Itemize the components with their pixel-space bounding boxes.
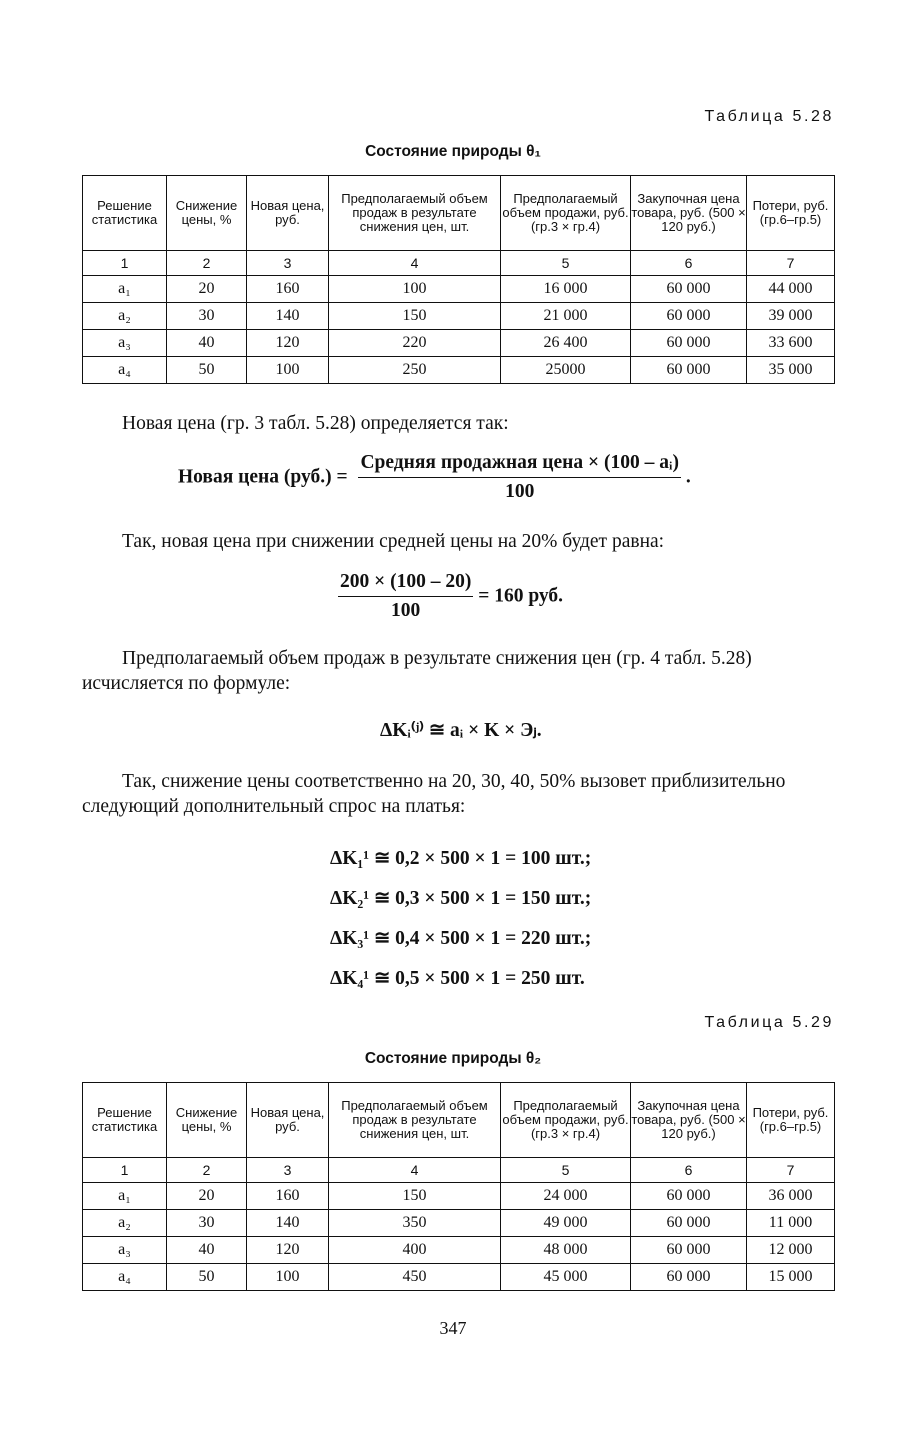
table-cell: 12 000 [747, 1237, 835, 1264]
fraction [358, 452, 681, 503]
table1-header: Решение статистика [83, 176, 167, 251]
table-cell: 49 000 [501, 1210, 631, 1237]
table2-colnum: 1 [83, 1158, 167, 1183]
table-row [83, 330, 835, 357]
table-cell: 30 [167, 303, 247, 330]
table-cell: a₄ [83, 1264, 167, 1291]
table-cell: 60 000 [631, 276, 747, 303]
table1-colnum: 4 [329, 251, 501, 276]
table-cell: 39 000 [747, 303, 835, 330]
table-cell: 33 600 [747, 330, 835, 357]
table1-header: Потери, руб. (гр.6–гр.5) [747, 176, 835, 251]
table1-colnum: 6 [631, 251, 747, 276]
table-cell: 60 000 [631, 1183, 747, 1210]
paragraph: Так, снижение цены соответственно на 20, 30, 40, 50% вызовет приблизительно следующий дополнительный спрос на платья: [82, 771, 786, 817]
table-cell: 100 [329, 276, 501, 303]
table-row [83, 276, 835, 303]
table-cell: 450 [329, 1264, 501, 1291]
table-cell: 20 [167, 1183, 247, 1210]
table-cell: a₁ [83, 1183, 167, 1210]
table2-header: Решение статистика [83, 1083, 167, 1158]
table-cell: a₃ [83, 330, 167, 357]
table1-header: Предполагаемый объем продаж в результате снижения цен, шт. [329, 176, 501, 251]
table1-subtitle: Состояние природы θ₁ [365, 143, 541, 160]
paragraph: Так, новая цена при снижении средней цены на 20% будет равна: [122, 531, 665, 552]
table-cell: 60 000 [631, 1237, 747, 1264]
table2-colnum: 4 [329, 1158, 501, 1183]
table-cell: a₂ [83, 1210, 167, 1237]
formula-example [338, 571, 638, 631]
formula-new-price [178, 452, 778, 512]
table-cell: 48 000 [501, 1237, 631, 1264]
table-row [83, 1210, 835, 1237]
table-cell: 20 [167, 276, 247, 303]
table2-caption: Таблица 5.29 [704, 1014, 834, 1031]
table-cell: 16 000 [501, 276, 631, 303]
table-cell: 30 [167, 1210, 247, 1237]
table-cell: a₃ [83, 1237, 167, 1264]
table-cell: 220 [329, 330, 501, 357]
formula-lhs: Новая цена (руб.) = [178, 466, 348, 488]
table-cell: 120 [247, 330, 329, 357]
table-cell: 400 [329, 1237, 501, 1264]
fraction-numerator: Средняя продажная цена × (100 – aᵢ) [358, 452, 681, 478]
table-cell: a₂ [83, 303, 167, 330]
table2-header: Предполагаемый объем продажи, руб. (гр.3 × гр.4) [501, 1083, 631, 1158]
table-cell: 60 000 [631, 1264, 747, 1291]
table2-colnum: 6 [631, 1158, 747, 1183]
formula-rhs: = 160 руб. [478, 585, 564, 607]
table-cell: 250 [329, 357, 501, 384]
table1-header: Предполагаемый объем продажи, руб. (гр.3 × гр.4) [501, 176, 631, 251]
table1-header: Закупочная цена товара, руб. (500 × 120 руб.) [631, 176, 747, 251]
table2-header: Предполагаемый объем продаж в результате снижения цен, шт. [329, 1083, 501, 1158]
table-cell: 60 000 [631, 303, 747, 330]
table2-header: Закупочная цена товара, руб. (500 × 120 руб.) [631, 1083, 747, 1158]
paragraph: Новая цена (гр. 3 табл. 5.28) определяется так: [122, 413, 509, 434]
table1-header: Снижение цены, % [167, 176, 247, 251]
table-row [83, 1183, 835, 1210]
formula-tail: . [685, 466, 691, 488]
table-cell: a₄ [83, 357, 167, 384]
table2-colnum: 2 [167, 1158, 247, 1183]
equation-line: ΔK₁¹ ≅ 0,2 × 500 × 1 = 100 шт.; [330, 848, 592, 869]
table1-caption: Таблица 5.28 [704, 108, 834, 125]
formula-demand: ΔKᵢ⁽ʲ⁾ ≅ aᵢ × K × Эⱼ. [380, 720, 542, 741]
table2-colnum: 7 [747, 1158, 835, 1183]
table-cell: 35 000 [747, 357, 835, 384]
equation-line: ΔK₃¹ ≅ 0,4 × 500 × 1 = 220 шт.; [330, 928, 592, 949]
table-cell: 50 [167, 1264, 247, 1291]
table-cell: 100 [247, 1264, 329, 1291]
table2-colnum-row [83, 1158, 835, 1183]
table-cell: 50 [167, 357, 247, 384]
table-cell: 150 [329, 1183, 501, 1210]
table-cell: 120 [247, 1237, 329, 1264]
table-cell: 40 [167, 330, 247, 357]
table1-header-row [83, 176, 835, 251]
table2 [82, 1082, 835, 1291]
table1-colnum: 3 [247, 251, 329, 276]
table1-colnum: 2 [167, 251, 247, 276]
table-row [83, 303, 835, 330]
table-cell: 160 [247, 1183, 329, 1210]
table-row [83, 357, 835, 384]
fraction-numerator: 200 × (100 – 20) [338, 571, 473, 597]
table-cell: 60 000 [631, 357, 747, 384]
table-row [83, 1237, 835, 1264]
paragraph: Предполагаемый объем продаж в результате снижения цен (гр. 4 табл. 5.28) исчисляется по формуле: [82, 648, 752, 694]
table-cell: 25000 [501, 357, 631, 384]
equation-line: ΔK₂¹ ≅ 0,3 × 500 × 1 = 150 шт.; [330, 888, 592, 909]
fraction-denominator: 100 [391, 600, 421, 621]
table1-colnum-row [83, 251, 835, 276]
table2-header: Снижение цены, % [167, 1083, 247, 1158]
table1-colnum: 5 [501, 251, 631, 276]
table2-header: Потери, руб. (гр.6–гр.5) [747, 1083, 835, 1158]
fraction-denominator: 100 [505, 481, 535, 502]
table-cell: 100 [247, 357, 329, 384]
table-cell: 40 [167, 1237, 247, 1264]
table-cell: 44 000 [747, 276, 835, 303]
table2-colnum: 5 [501, 1158, 631, 1183]
table1-colnum: 1 [83, 251, 167, 276]
table-cell: 140 [247, 1210, 329, 1237]
table-cell: a₁ [83, 276, 167, 303]
table-cell: 60 000 [631, 330, 747, 357]
table-cell: 36 000 [747, 1183, 835, 1210]
table-cell: 21 000 [501, 303, 631, 330]
table2-subtitle: Состояние природы θ₂ [364, 1050, 542, 1067]
table1 [82, 175, 835, 384]
table-row [83, 1264, 835, 1291]
table-cell: 45 000 [501, 1264, 631, 1291]
table-cell: 15 000 [747, 1264, 835, 1291]
page-number: 347 [439, 1318, 467, 1338]
table1-colnum: 7 [747, 251, 835, 276]
table-cell: 150 [329, 303, 501, 330]
table-cell: 350 [329, 1210, 501, 1237]
table2-colnum: 3 [247, 1158, 329, 1183]
table-cell: 160 [247, 276, 329, 303]
table-cell: 60 000 [631, 1210, 747, 1237]
table1-header: Новая цена, руб. [247, 176, 329, 251]
table-cell: 11 000 [747, 1210, 835, 1237]
table-cell: 26 400 [501, 330, 631, 357]
equation-line: ΔK₄¹ ≅ 0,5 × 500 × 1 = 250 шт. [330, 968, 585, 989]
table-cell: 140 [247, 303, 329, 330]
table2-header: Новая цена, руб. [247, 1083, 329, 1158]
fraction [338, 571, 473, 622]
table-cell: 24 000 [501, 1183, 631, 1210]
table2-header-row [83, 1083, 835, 1158]
